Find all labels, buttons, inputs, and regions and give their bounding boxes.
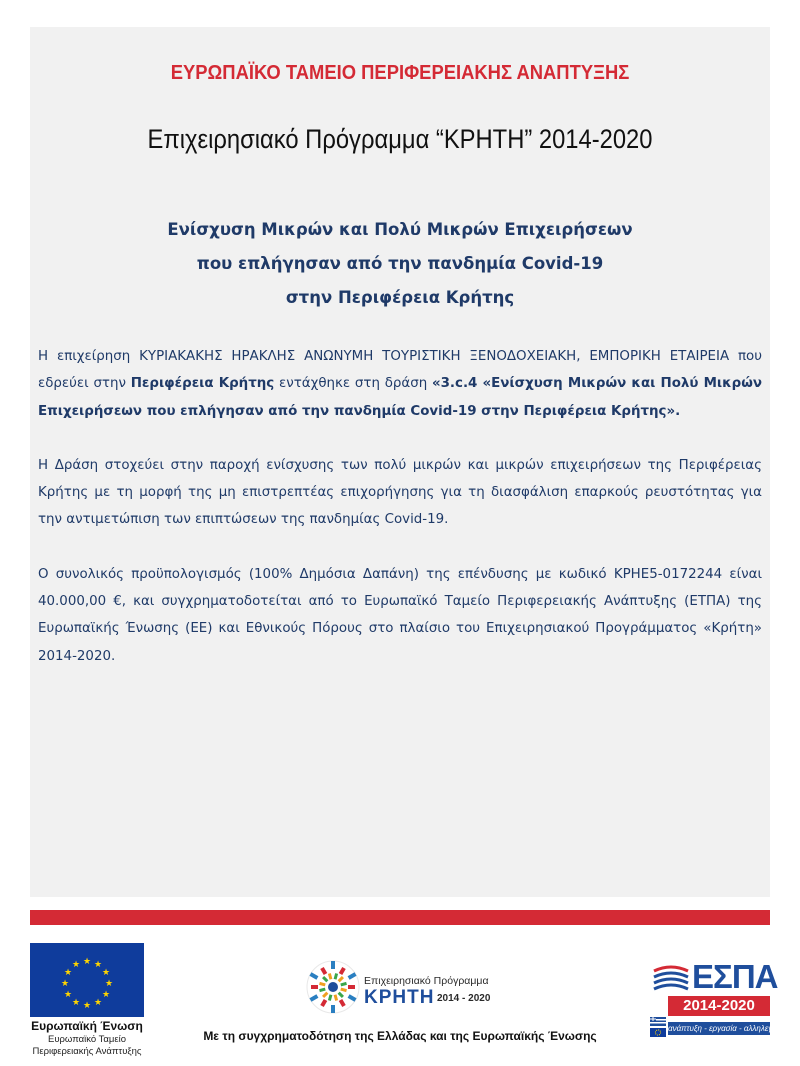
eu-fund-line-2: Περιφερειακής Ανάπτυξης: [32, 1046, 142, 1057]
svg-text:★: ★: [63, 968, 73, 978]
inclusion-text: εντάχθηκε στη δράση: [274, 376, 432, 392]
svg-text:★: ★: [104, 979, 114, 989]
red-divider: [30, 910, 770, 925]
espa-years: 2014-2020: [668, 996, 770, 1016]
fund-title: ΕΥΡΩΠΑΪΚΟ ΤΑΜΕΙΟ ΠΕΡΙΦΕΡΕΙΑΚΗΣ ΑΝΑΠΤΥΞΗΣ: [170, 62, 630, 84]
region-name: Περιφέρεια Κρήτης: [130, 376, 275, 392]
svg-text:★: ★: [71, 960, 81, 970]
paragraph-budget: Ο συνολικός προϋπολογισμός (100% Δημόσια Δαπάνη) της επένδυσης με κωδικό ΚΡΗΕ5-0172244 είναι 40.000,00 €, και συγχρηματοδοτείται από το Ευρωπαϊκό Ταμείο Περιφερειακής Ανάπτυξης (ΕΤΠΑ) της Ευρωπαϊκής Ένωσης (ΕΕ) και Εθνικούς Πόρους στο πλαίσιο του Επιχειρησιακού Προγράμματος «Κρήτη» 2014-2020.: [38, 566, 762, 664]
svg-text:★: ★: [93, 998, 103, 1008]
svg-text:★: ★: [71, 998, 81, 1008]
crete-program-label: Επιχειρησιακό Πρόγραμμα: [364, 975, 489, 987]
svg-text:★: ★: [101, 990, 111, 1000]
action-title-line-3: στην Περιφέρεια Κρήτης: [285, 288, 515, 307]
paragraph-company: [38, 343, 762, 425]
action-title-line-1: Ενίσχυση Μικρών και Πολύ Μικρών Επιχειρήσεων: [167, 220, 633, 239]
crete-years: 2014 - 2020: [437, 993, 491, 1004]
crete-program-logo-icon: [303, 955, 363, 1015]
company-text: Η επιχείρηση ΚΥΡΙΑΚΑΚΗΣ ΗΡΑΚΛΗΣ ΑΝΩΝΥΜΗ ΤΟΥΡΙΣΤΙΚΗ ΞΕΝΟΔΟΧΕΙΑΚΗ, ΕΜΠΟΡΙΚΗ ΕΤΑΙΡΕΙΑ που εδρεύει στην: [38, 349, 762, 392]
greek-flag-icon: [650, 1017, 666, 1037]
crete-name: ΚΡΗΤΗ: [364, 987, 435, 1008]
svg-text:★: ★: [82, 1001, 92, 1011]
body-text: [38, 343, 762, 697]
eu-label: Ευρωπαϊκή Ένωση: [31, 1019, 143, 1033]
action-title: [0, 213, 800, 315]
cofunding-statement: Με τη συγχρηματοδότηση της Ελλάδας και της Ευρωπαϊκής Ένωσης: [203, 1029, 597, 1043]
espa-wordmark: ΕΣΠΑ: [692, 958, 778, 995]
paragraph-goal: Η Δράση στοχεύει στην παροχή ενίσχυσης των πολύ μικρών και μικρών επιχειρήσεων της Περιφέρειας Κρήτης με τη μορφή της μη επιστρεπτέας επιχορήγησης για τη διασφάλιση επαρκούς ρευστότητας για την αντιμετώπιση των επιπτώσεων της πανδημίας Covid-19.: [38, 457, 762, 528]
svg-text:★: ★: [60, 979, 70, 989]
svg-text:★: ★: [82, 957, 92, 967]
action-title-line-2: που επλήγησαν από την πανδημία Covid-19: [196, 254, 604, 273]
espa-stripes-icon: [652, 965, 690, 995]
action-name: «3.c.4 «Ενίσχυση Μικρών και Πολύ Μικρών Επιχειρήσεων που επλήγησαν από την πανδημία Covid-19 στην Περιφέρεια Κρήτης».: [38, 376, 763, 419]
eu-flag-icon: [30, 943, 144, 1017]
espa-slogan: ανάπτυξη - εργασία - αλληλεγγύη: [668, 1024, 786, 1033]
svg-text:★: ★: [63, 990, 73, 1000]
eu-fund-line-1: Ευρωπαϊκό Ταμείο: [48, 1034, 126, 1045]
svg-text:★: ★: [93, 960, 103, 970]
svg-text:★: ★: [101, 968, 111, 978]
program-title: Επιχειρησιακό Πρόγραμμα “ΚΡΗΤΗ” 2014-2020: [147, 124, 653, 154]
